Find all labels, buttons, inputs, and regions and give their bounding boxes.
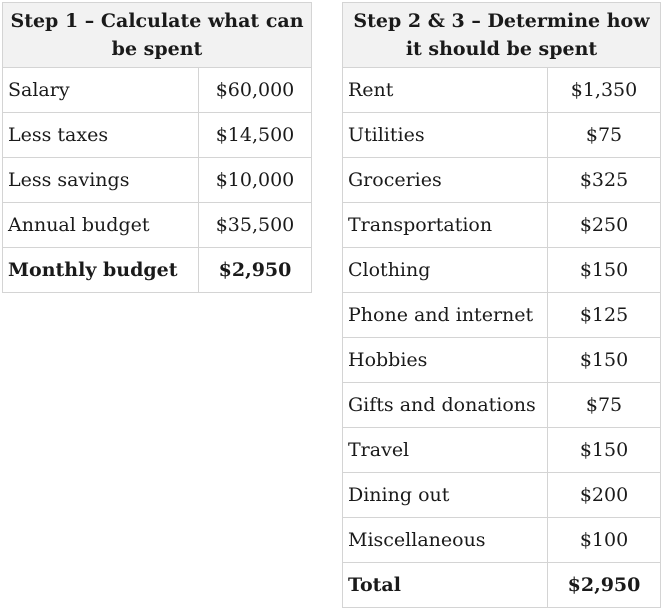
row-amount: $75 xyxy=(548,383,661,428)
row-label: Salary xyxy=(3,68,199,113)
monthly-budget-row xyxy=(3,248,312,293)
row-amount: $150 xyxy=(548,338,661,383)
table-row xyxy=(3,68,312,113)
row-label: Travel xyxy=(343,428,548,473)
step23-table xyxy=(342,2,661,608)
row-amount: $60,000 xyxy=(199,68,312,113)
row-label: Monthly budget xyxy=(3,248,199,293)
row-amount: $75 xyxy=(548,113,661,158)
table-row xyxy=(343,473,661,518)
row-amount: $10,000 xyxy=(199,158,312,203)
table-row xyxy=(343,248,661,293)
row-amount: $250 xyxy=(548,203,661,248)
row-amount: $125 xyxy=(548,293,661,338)
row-label: Transportation xyxy=(343,203,548,248)
row-amount: $14,500 xyxy=(199,113,312,158)
row-label: Utilities xyxy=(343,113,548,158)
row-amount: $100 xyxy=(548,518,661,563)
table-row xyxy=(343,428,661,473)
table-row xyxy=(343,203,661,248)
row-label: Miscellaneous xyxy=(343,518,548,563)
table-row xyxy=(343,518,661,563)
row-amount: $2,950 xyxy=(199,248,312,293)
row-amount: $2,950 xyxy=(548,563,661,608)
row-label: Total xyxy=(343,563,548,608)
table-row xyxy=(343,293,661,338)
row-amount: $325 xyxy=(548,158,661,203)
row-amount: $150 xyxy=(548,248,661,293)
row-label: Groceries xyxy=(343,158,548,203)
table-row xyxy=(3,113,312,158)
table-row xyxy=(3,158,312,203)
row-label: Rent xyxy=(343,68,548,113)
row-label: Clothing xyxy=(343,248,548,293)
step1-table xyxy=(2,2,312,293)
table-row xyxy=(343,68,661,113)
step1-header-row xyxy=(3,3,312,68)
step1-title: Step 1 – Calculate what can be spent xyxy=(3,3,312,68)
table-row xyxy=(343,338,661,383)
table-row xyxy=(343,113,661,158)
row-label: Hobbies xyxy=(343,338,548,383)
row-amount: $150 xyxy=(548,428,661,473)
total-row xyxy=(343,563,661,608)
step23-title: Step 2 & 3 – Determine how it should be spent xyxy=(343,3,661,68)
row-amount: $35,500 xyxy=(199,203,312,248)
row-label: Less savings xyxy=(3,158,199,203)
row-label: Less taxes xyxy=(3,113,199,158)
row-amount: $200 xyxy=(548,473,661,518)
row-amount: $1,350 xyxy=(548,68,661,113)
row-label: Phone and internet xyxy=(343,293,548,338)
table-row xyxy=(343,158,661,203)
row-label: Annual budget xyxy=(3,203,199,248)
step23-header-row xyxy=(343,3,661,68)
table-row xyxy=(3,203,312,248)
row-label: Dining out xyxy=(343,473,548,518)
table-row xyxy=(343,383,661,428)
row-label: Gifts and donations xyxy=(343,383,548,428)
